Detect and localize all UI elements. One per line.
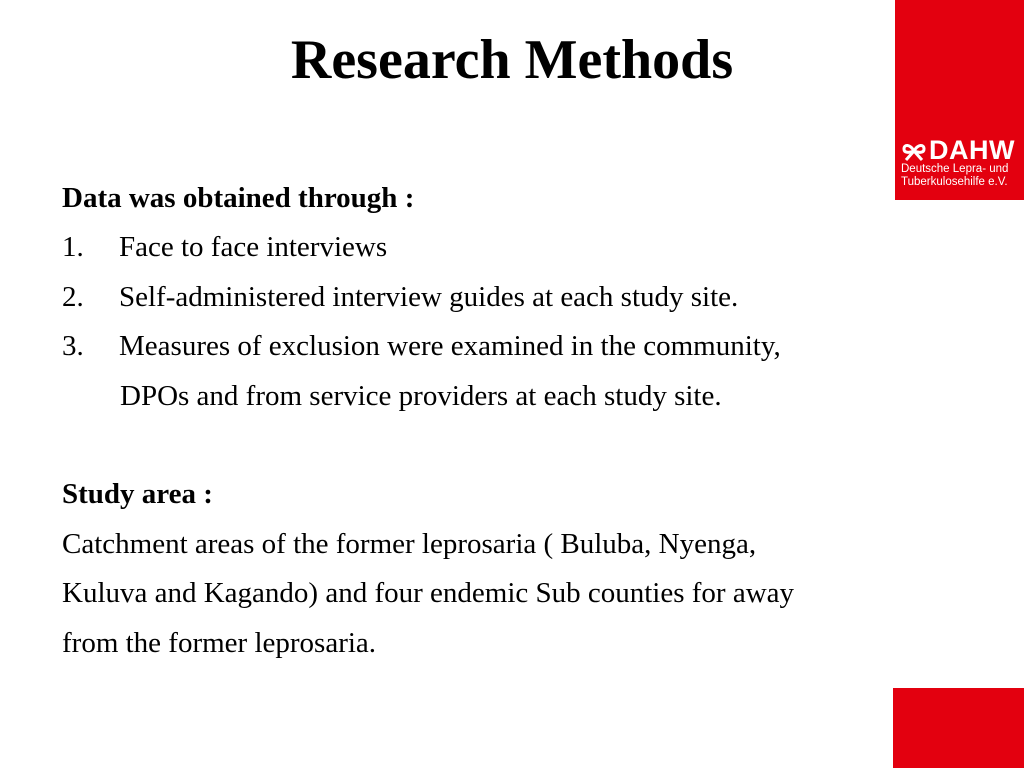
study-area-line: Catchment areas of the former leprosaria ( Buluba, Nyenga, <box>62 527 757 560</box>
spacer <box>62 421 942 470</box>
dahw-logo <box>895 0 1024 200</box>
list-item-text: Measures of exclusion were examined in the community, <box>119 330 781 363</box>
methods-heading: Data was obtained through : <box>62 182 415 214</box>
list-item-continuation: DPOs and from service providers at each study site. <box>120 379 722 412</box>
list-item-text: Face to face interviews <box>119 231 388 264</box>
corner-decoration <box>893 688 1024 768</box>
list-item-text: Self-administered interview guides at each study site. <box>119 280 739 313</box>
list-item-number: 1. <box>62 231 84 264</box>
list-item-number: 3. <box>62 330 84 363</box>
study-area-line: Kuluva and Kagando) and four endemic Sub counties for away <box>62 577 795 610</box>
logo-name: DAHW <box>929 135 1015 165</box>
slide-title: Research Methods <box>290 29 734 91</box>
list-item <box>62 322 942 371</box>
study-area-heading: Study area : <box>62 478 213 511</box>
list-item <box>62 223 942 272</box>
dahw-logo-icon <box>901 140 927 162</box>
list-item <box>62 273 942 322</box>
logo-subtitle-line: Tuberkulosehilfe e.V. <box>901 176 1008 188</box>
study-area-line: from the former leprosaria. <box>62 626 377 659</box>
slide-body <box>62 174 942 668</box>
list-item-number: 2. <box>62 280 84 313</box>
logo-subtitle-line: Deutsche Lepra- und <box>901 163 1009 175</box>
